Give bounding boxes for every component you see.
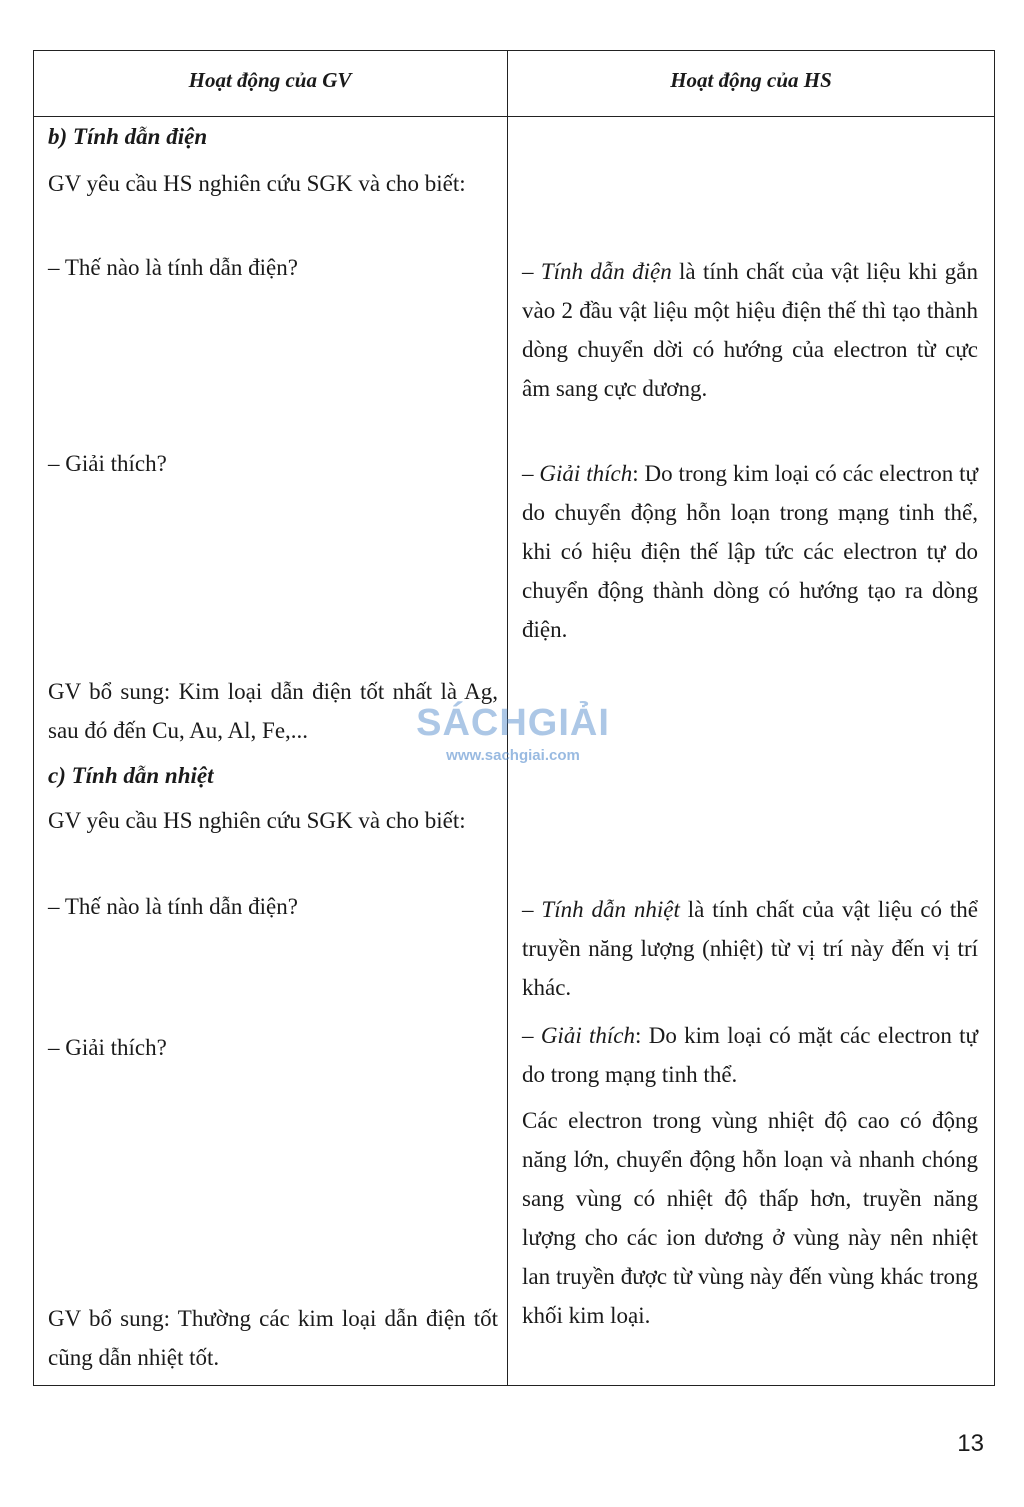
answer-1-text: là tính chất của vật liệu khi gắn vào 2 đầu vật liệu một hiệu điện thế thì tạo thành dòng chuyển dời có hướng của electron từ cực âm sang cực dương.: [522, 259, 978, 401]
section-b-gv-question-2: – Giải thích?: [48, 451, 167, 476]
section-b-hs-answer-1: – Tính dẫn điện là tính chất của vật liệu khi gắn vào 2 đầu vật liệu một hiệu điện thế thì tạo thành dòng chuyển dời có hướng của electron từ cực âm sang cực dương.: [522, 259, 978, 401]
term-explanation: Giải thích: [539, 461, 633, 486]
section-c-gv-question-2: – Giải thích?: [48, 1035, 167, 1060]
section-b-gv-question-1: – Thế nào là tính dẫn điện?: [48, 255, 298, 280]
watermark-logo: SÁCHGIẢI: [416, 702, 610, 744]
section-b-gv-note: GV bổ sung: Kim loại dẫn điện tốt nhất là Ag, sau đó đến Cu, Au, Al, Fe,...: [48, 679, 498, 743]
section-c-hs-answer-2: – Giải thích: Do kim loại có mặt các electron tự do trong mạng tinh thể.: [522, 1023, 979, 1087]
section-b-gv-prompt: GV yêu cầu HS nghiên cứu SGK và cho biết:: [48, 171, 466, 196]
section-c-title: c) Tính dẫn nhiệt: [48, 763, 214, 788]
term-electrical-conductivity: Tính dẫn điện: [540, 259, 672, 284]
section-c-hs-answer-3: Các electron trong vùng nhiệt độ cao có động năng lớn, chuyển động hỗn loạn và nhanh chóng sang vùng có nhiệt độ thấp hơn, truyền năng lượng cho các ion dương ở vùng này nên nhiệt lan truyền được từ vùng này đến vùng khác trong khối kim loại.: [522, 1108, 978, 1328]
section-c-gv-note: GV bổ sung: Thường các kim loại dẫn điện tốt cũng dẫn nhiệt tốt.: [48, 1306, 498, 1370]
column-divider: [507, 50, 508, 1386]
answer-2-text: : Do trong kim loại có các electron tự do chuyển động hỗn loạn trong mạng tinh thể, khi có hiệu điện thế lập tức các electron tự do chuyển động thành dòng có hướng tạo ra dòng điện.: [522, 461, 979, 642]
section-b-title: b) Tính dẫn điện: [48, 124, 208, 149]
watermark-url: www.sachgiai.com: [446, 747, 580, 764]
page-number: 13: [957, 1430, 984, 1457]
section-c-hs-answer-1: – Tính dẫn nhiệt là tính chất của vật liệu có thể truyền năng lượng (nhiệt) từ vị trí này đến vị trí khác.: [522, 897, 979, 1000]
section-b-hs-answer-2: – Giải thích: Do trong kim loại có các electron tự do chuyển động hỗn loạn trong mạng tinh thể, khi có hiệu điện thế lập tức các electron tự do chuyển động thành dòng có hướng tạo ra dòng điện.: [522, 461, 979, 642]
section-c-gv-question-1: – Thế nào là tính dẫn điện?: [48, 894, 298, 919]
answer-1-text: là tính chất của vật liệu có thể truyền năng lượng (nhiệt) từ vị trí này đến vị trí khác.: [522, 897, 979, 1000]
term-thermal-conductivity: Tính dẫn nhiệt: [541, 897, 680, 922]
header-student-activity: Hoạt động của HS: [670, 68, 832, 92]
section-c-gv-prompt: GV yêu cầu HS nghiên cứu SGK và cho biết:: [48, 808, 466, 833]
term-explanation: Giải thích: [540, 1023, 636, 1048]
answer-2-text: : Do kim loại có mặt các electron tự do trong mạng tinh thể.: [522, 1023, 979, 1087]
header-teacher-activity: Hoạt động của GV: [188, 68, 352, 92]
